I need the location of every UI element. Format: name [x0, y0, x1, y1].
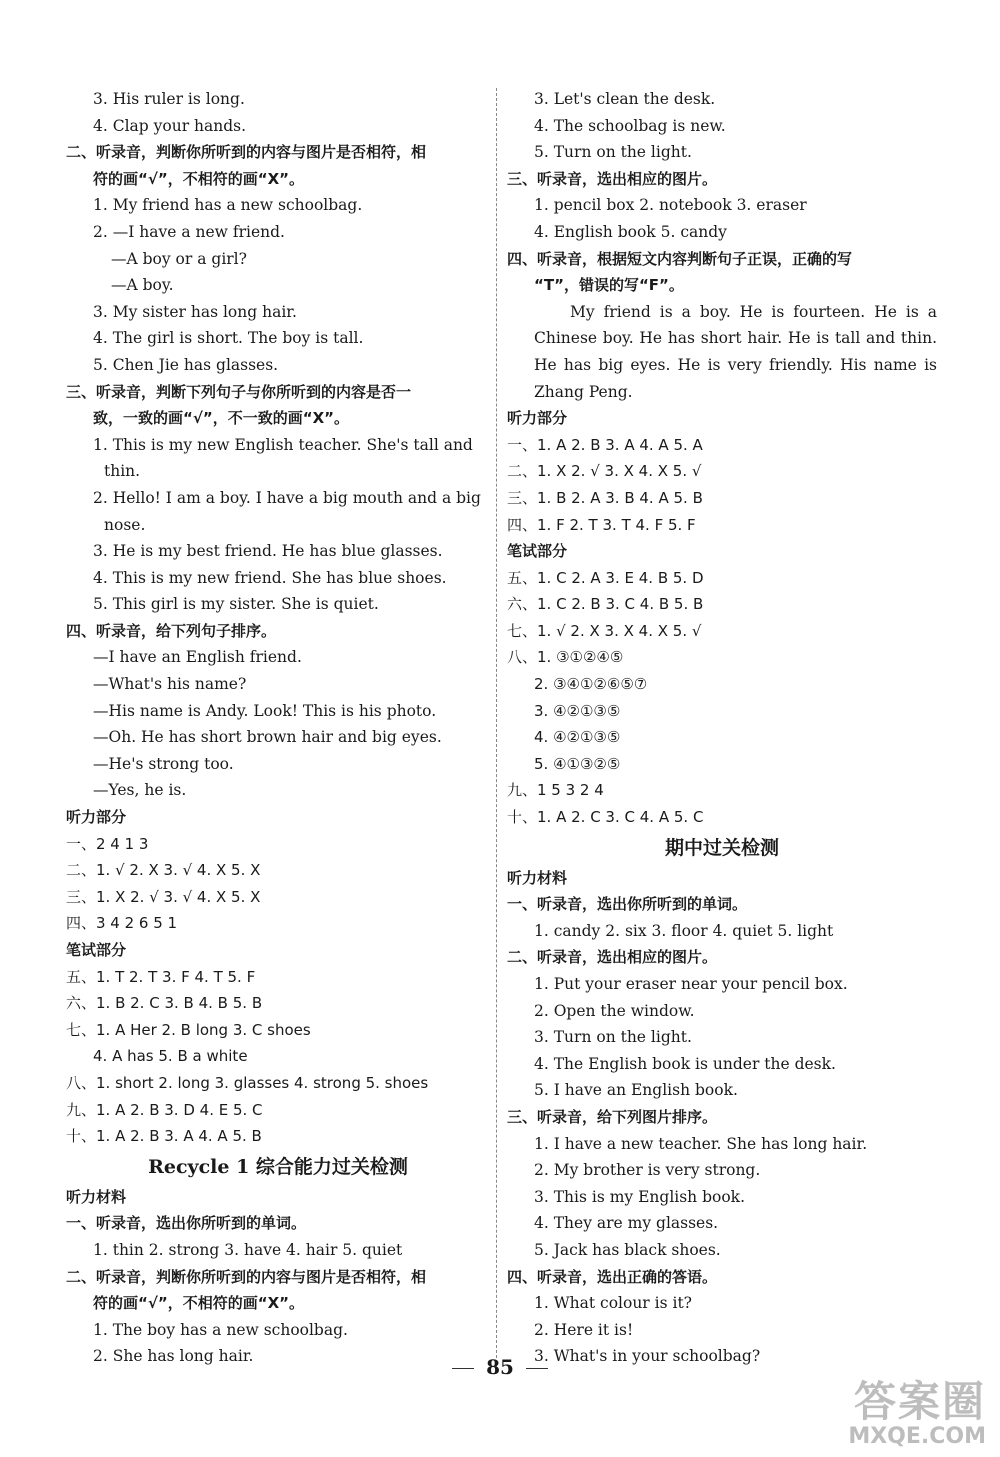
text-line: 4. A has 5. B a white — [93, 1047, 248, 1066]
text-line: 七、1. √ 2. X 3. X 4. X 5. √ — [507, 621, 702, 640]
text-line: 3. My sister has long hair. — [93, 302, 297, 321]
section-title: Recycle 1 综合能力过关检测 — [148, 1155, 408, 1178]
right-column-top-block — [507, 86, 937, 299]
text-line: 4. The English book is under the desk. — [534, 1054, 836, 1073]
section-title: 期中过关检测 — [664, 836, 779, 859]
footer-dash-left — [452, 1368, 474, 1369]
section-heading: 四、听录音，选出正确的答语。 — [507, 1267, 718, 1286]
text-line: 2. She has long hair. — [93, 1347, 254, 1366]
text-line: 二、1. √ 2. X 3. √ 4. X 5. X — [66, 861, 261, 880]
column-divider — [496, 88, 497, 1368]
text-line: 九、1 5 3 2 4 — [507, 781, 604, 800]
text-line: 十、1. A 2. C 3. C 4. A 5. C — [507, 808, 704, 827]
text-line: 六、1. B 2. C 3. B 4. B 5. B — [66, 994, 263, 1013]
text-line: —His name is Andy. Look! This is his photo. — [93, 701, 437, 720]
text-line: 3. Turn on the light. — [534, 1028, 692, 1047]
section-heading: 三、听录音，判断下列句子与你所听到的内容是否一 — [66, 382, 412, 401]
text-line: 七、1. A Her 2. B long 3. C shoes — [66, 1020, 311, 1039]
text-line: 六、1. C 2. B 3. C 4. B 5. B — [507, 595, 704, 614]
page-number: 85 — [486, 1355, 514, 1379]
section-heading: 符的画“√”，不相符的画“X”。 — [93, 169, 305, 188]
text-line: 4. The girl is short. The boy is tall. — [93, 329, 364, 348]
section-heading: 二、听录音，判断你所听到的内容与图片是否相符，相 — [66, 143, 427, 162]
text-line: 5. Jack has black shoes. — [534, 1240, 721, 1259]
section-heading: 符的画“√”，不相符的画“X”。 — [93, 1294, 305, 1313]
text-line: 4. The schoolbag is new. — [534, 116, 726, 135]
section-heading: 三、听录音，给下列图片排序。 — [507, 1107, 718, 1126]
section-heading: 笔试部分 — [507, 542, 568, 561]
watermark-domain: MXQE.COM — [848, 1424, 986, 1449]
footer-dash-right — [526, 1368, 548, 1369]
text-line: 十、1. A 2. B 3. A 4. A 5. B — [66, 1127, 262, 1146]
section-heading: 听力部分 — [66, 808, 127, 827]
text-line: —A boy. — [111, 276, 174, 295]
section-heading: 听力材料 — [66, 1187, 127, 1206]
text-line: 4. This is my new friend. She has blue shoes. — [93, 568, 447, 587]
text-line: 1. What colour is it? — [534, 1294, 692, 1313]
text-line: 4. ④②①③⑤ — [534, 728, 621, 747]
text-line: nose. — [104, 515, 146, 534]
section-heading: “T”，错误的写“F”。 — [534, 276, 684, 295]
text-line: 2. My brother is very strong. — [534, 1161, 761, 1180]
section-heading: 一、听录音，选出你所听到的单词。 — [66, 1214, 307, 1233]
text-line: 九、1. A 2. B 3. D 4. E 5. C — [66, 1100, 263, 1119]
section-heading: 四、听录音，根据短文内容判断句子正误，正确的写 — [507, 249, 853, 268]
text-line: —Oh. He has short brown hair and big eyes. — [93, 728, 442, 747]
text-line: —He's strong too. — [93, 754, 234, 773]
text-line: 四、3 4 2 6 5 1 — [66, 914, 178, 933]
text-line: —Yes, he is. — [93, 781, 187, 800]
section-heading: 听力材料 — [507, 868, 568, 887]
text-line: —A boy or a girl? — [111, 249, 247, 268]
section-heading: 一、听录音，选出你所听到的单词。 — [507, 895, 748, 914]
text-line: 二、1. X 2. √ 3. X 4. X 5. √ — [507, 462, 702, 481]
text-line: 四、1. F 2. T 3. T 4. F 5. F — [507, 515, 696, 534]
section-heading: 听力部分 — [507, 409, 568, 428]
text-line: 5. Chen Jie has glasses. — [93, 355, 279, 374]
text-line: 三、1. X 2. √ 3. √ 4. X 5. X — [66, 887, 261, 906]
text-line: 1. thin 2. strong 3. have 4. hair 5. quiet — [93, 1240, 403, 1259]
text-line: 1. I have a new teacher. She has long hair. — [534, 1134, 868, 1153]
text-line: 5. This girl is my sister. She is quiet. — [93, 595, 379, 614]
text-line: 1. candy 2. six 3. floor 4. quiet 5. light — [534, 921, 834, 940]
text-line: 五、1. C 2. A 3. E 4. B 5. D — [507, 568, 704, 587]
section-heading: 致，一致的画“√”，不一致的画“X”。 — [93, 409, 350, 428]
section-heading: 二、听录音，选出相应的图片。 — [507, 948, 718, 967]
text-line: 3. Let's clean the desk. — [534, 90, 716, 108]
right-column-bottom-block — [507, 405, 937, 1370]
text-line: 5. ④①③②⑤ — [534, 754, 621, 773]
text-line: —I have an English friend. — [93, 648, 302, 667]
text-line: thin. — [104, 462, 141, 481]
text-line: 1. Put your eraser near your pencil box. — [534, 975, 848, 993]
watermark-chinese: 答案圈 — [853, 1377, 986, 1426]
text-line: 4. They are my glasses. — [534, 1214, 719, 1233]
text-line: 八、1. short 2. long 3. glasses 4. strong 5. shoes — [66, 1073, 429, 1092]
text-line: 3. This is my English book. — [534, 1187, 745, 1206]
text-line: 一、1. A 2. B 3. A 4. A 5. A — [507, 435, 703, 454]
text-line: 1. This is my new English teacher. She's tall and — [93, 435, 473, 454]
text-line: 3. His ruler is long. — [93, 90, 245, 108]
text-line: 一、2 4 1 3 — [66, 834, 149, 853]
text-line: 5. Turn on the light. — [534, 143, 692, 162]
right-column — [507, 86, 937, 1370]
section-heading: 四、听录音，给下列句子排序。 — [66, 621, 277, 640]
section-heading: 三、听录音，选出相应的图片。 — [507, 169, 718, 188]
text-line: 4. English book 5. candy — [534, 222, 727, 241]
reading-passage-text: My friend is a boy. He is fourteen. He is a Chinese boy. He has short hair. He is tall and thin. He has big eyes. He is very friendly. His name is Zhang Peng. — [534, 302, 937, 401]
text-line: 八、1. ③①②④⑤ — [507, 648, 624, 667]
text-line: 三、1. B 2. A 3. B 4. A 5. B — [507, 488, 703, 507]
text-line: 3. ④②①③⑤ — [534, 701, 621, 720]
text-line: 2. Hello! I am a boy. I have a big mouth and a big — [93, 488, 481, 507]
text-line: 2. —I have a new friend. — [93, 222, 285, 241]
text-line: —What's his name? — [93, 675, 247, 694]
text-line: 1. The boy has a new schoolbag. — [93, 1320, 348, 1339]
text-line: 4. Clap your hands. — [93, 116, 247, 135]
section-heading: 笔试部分 — [66, 941, 127, 959]
text-line: 五、1. T 2. T 3. F 4. T 5. F — [66, 967, 256, 986]
text-line: 1. pencil box 2. notebook 3. eraser — [534, 196, 807, 215]
page-footer — [0, 1355, 1000, 1379]
watermark-logo — [806, 1379, 986, 1449]
text-line: 1. My friend has a new schoolbag. — [93, 196, 363, 215]
text-line: 5. I have an English book. — [534, 1081, 738, 1100]
text-line: 2. Here it is! — [534, 1320, 634, 1339]
text-line: 2. Open the window. — [534, 1001, 695, 1020]
reading-passage — [507, 299, 937, 405]
left-column — [66, 86, 490, 1370]
section-heading: 二、听录音，判断你所听到的内容与图片是否相符，相 — [66, 1267, 427, 1286]
text-line: 3. He is my best friend. He has blue glasses. — [93, 542, 443, 561]
text-line: 2. ③④①②⑥⑤⑦ — [534, 675, 648, 694]
text-line: 3. What's in your schoolbag? — [534, 1347, 761, 1366]
